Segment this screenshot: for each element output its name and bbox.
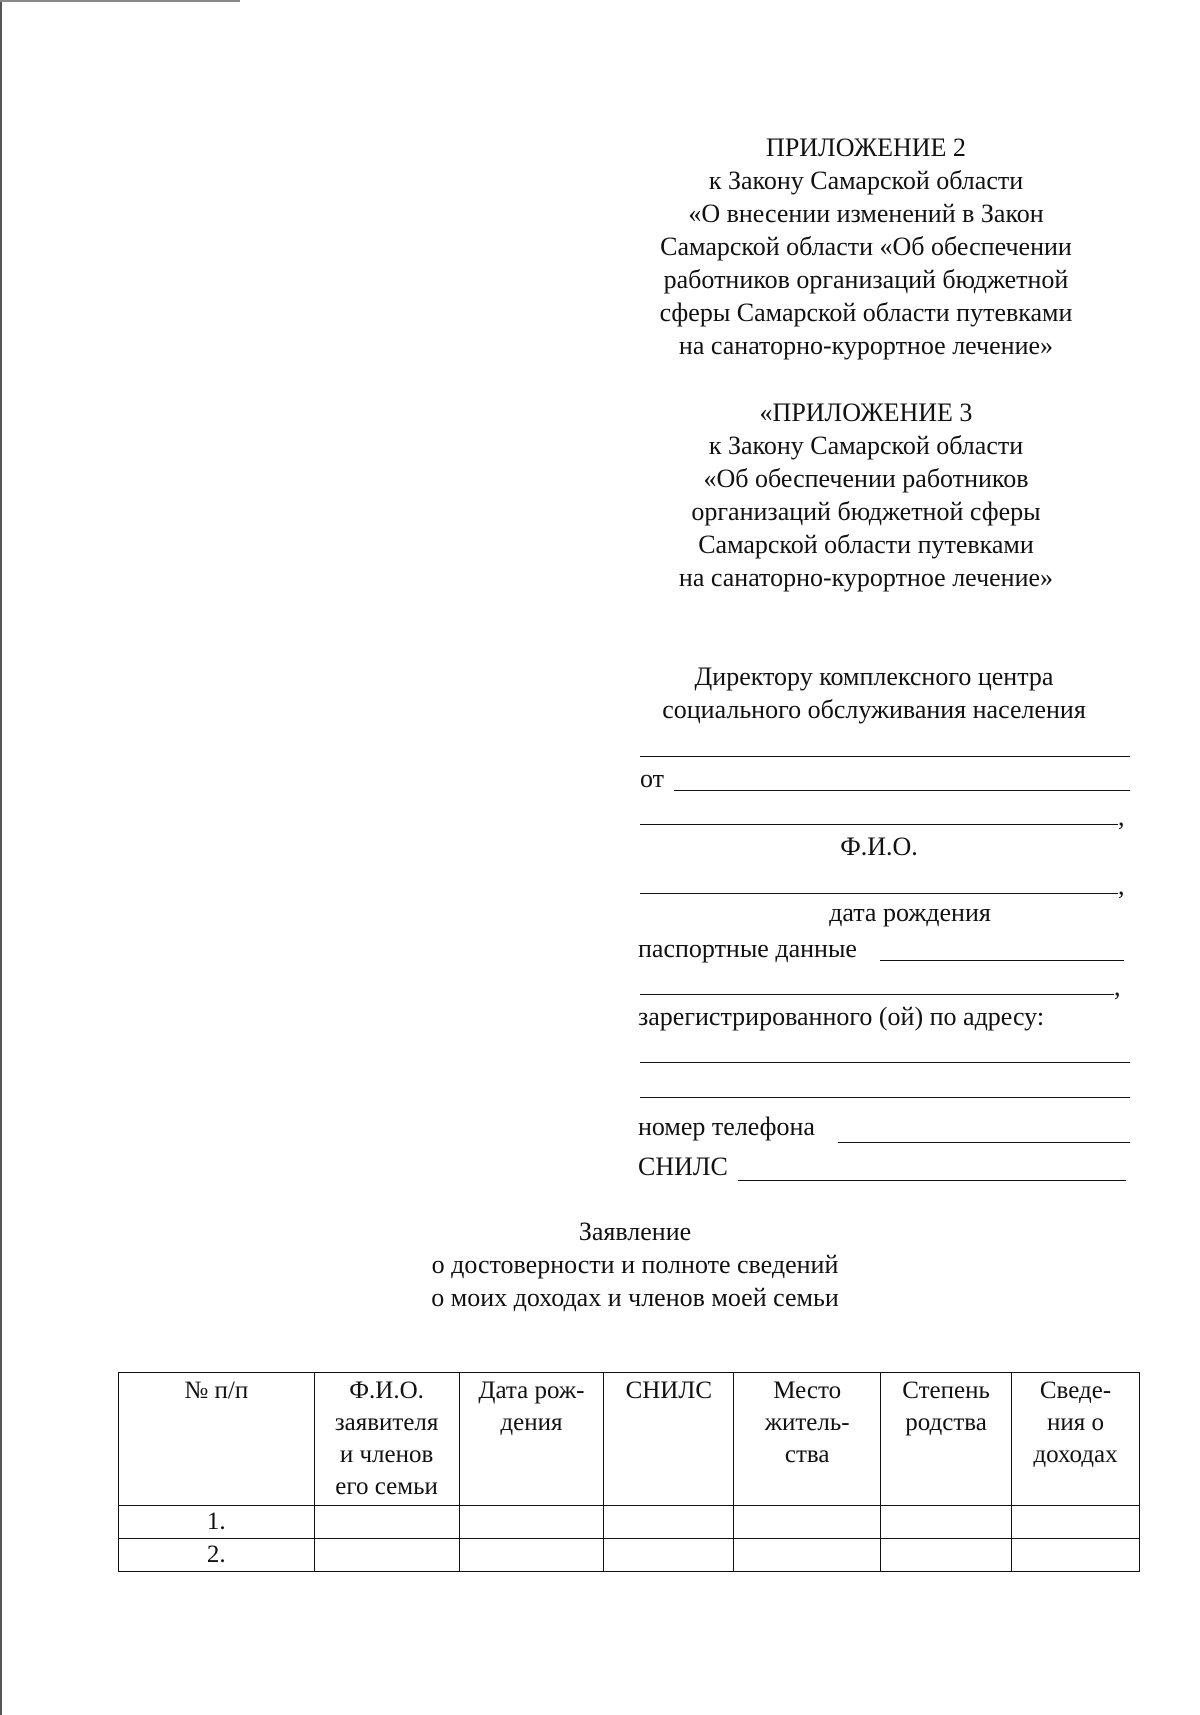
table-header-income: Сведе- ния о доходах — [1012, 1373, 1140, 1506]
appendix-3-line: к Закону Самарской области — [708, 431, 1024, 460]
appendix-2-line: работников организаций бюджетной — [663, 265, 1069, 294]
table-cell[interactable] — [734, 1506, 881, 1539]
passport-field-continued[interactable] — [640, 994, 1114, 995]
table-row — [119, 1539, 1140, 1572]
addressee-line: Директору комплексного центра — [694, 662, 1054, 691]
row-number: 2. — [119, 1539, 315, 1572]
passport-field[interactable] — [880, 960, 1124, 961]
appendix-2-line: на санаторно-курортное лечение» — [678, 331, 1054, 360]
phone-label: номер телефона — [638, 1112, 815, 1141]
address-field-1[interactable] — [640, 1062, 1130, 1063]
row-number: 1. — [119, 1506, 315, 1539]
addressee-block — [630, 660, 1118, 726]
statement-line: о моих доходах и членов моей семьи — [431, 1283, 839, 1312]
table-cell[interactable] — [459, 1506, 604, 1539]
appendix-2-line: Самарской области «Об обеспечении — [660, 232, 1072, 261]
fio-comma: , — [1118, 802, 1125, 831]
appendix-3-line: организаций бюджетной сферы — [691, 497, 1041, 526]
appendix-2-title: ПРИЛОЖЕНИЕ 2 — [766, 133, 966, 162]
table-cell[interactable] — [1012, 1506, 1140, 1539]
statement-title: Заявление — [578, 1217, 692, 1246]
fio-caption: Ф.И.О. — [840, 832, 918, 861]
table-cell[interactable] — [604, 1539, 734, 1572]
birth-comma: , — [1118, 871, 1125, 900]
appendix-3-line: на санаторно-курортное лечение» — [678, 563, 1054, 592]
passport-label: паспортные данные — [638, 934, 857, 963]
from-field[interactable] — [674, 790, 1130, 791]
table-cell[interactable] — [1012, 1539, 1140, 1572]
table-header-fio: Ф.И.О. заявителя и членов его семьи — [314, 1373, 459, 1506]
page-left-edge — [0, 0, 2, 1715]
snils-field[interactable] — [738, 1180, 1126, 1181]
family-income-table — [118, 1372, 1140, 1572]
table-header-relationship: Степень родства — [881, 1373, 1012, 1506]
birth-caption: дата рождения — [829, 898, 991, 927]
table-header-snils: СНИЛС — [604, 1373, 734, 1506]
appendix-3-title: «ПРИЛОЖЕНИЕ 3 — [759, 398, 973, 427]
table-cell[interactable] — [604, 1506, 734, 1539]
appendix-3-line: Самарской области путевками — [698, 530, 1034, 559]
appendix-2-block — [620, 131, 1112, 362]
table-header-birth-date: Дата рож- дения — [459, 1373, 604, 1506]
appendix-3-block — [620, 396, 1112, 594]
address-field-2[interactable] — [640, 1097, 1130, 1098]
table-cell[interactable] — [459, 1539, 604, 1572]
statement-line: о достоверности и полноте сведений — [431, 1250, 839, 1279]
table-cell[interactable] — [881, 1539, 1012, 1572]
table-cell[interactable] — [734, 1539, 881, 1572]
scan-top-mark — [0, 0, 240, 2]
appendix-3-line: «Об обеспечении работников — [703, 464, 1029, 493]
table-cell[interactable] — [881, 1506, 1012, 1539]
addressee-name-field[interactable] — [640, 756, 1130, 757]
appendix-2-line: сферы Самарской области путевками — [659, 298, 1073, 327]
table-header-row — [119, 1373, 1140, 1506]
table-cell[interactable] — [314, 1539, 459, 1572]
snils-label: СНИЛС — [638, 1152, 728, 1181]
table-cell[interactable] — [314, 1506, 459, 1539]
addressee-line: социального обслуживания населения — [662, 695, 1086, 724]
appendix-2-line: к Закону Самарской области — [708, 166, 1024, 195]
appendix-2-line: «О внесении изменений в Закон — [688, 199, 1044, 228]
table-header-number: № п/п — [119, 1373, 315, 1506]
from-label: от — [640, 764, 665, 793]
table-header-residence: Место житель- ства — [734, 1373, 881, 1506]
statement-block — [320, 1215, 950, 1314]
passport-comma: , — [1114, 972, 1121, 1001]
registered-address-label: зарегистрированного (ой) по адресу: — [638, 1002, 1045, 1031]
phone-field[interactable] — [838, 1142, 1130, 1143]
birth-date-field[interactable] — [640, 893, 1118, 894]
fio-field[interactable] — [640, 824, 1118, 825]
table-row — [119, 1506, 1140, 1539]
